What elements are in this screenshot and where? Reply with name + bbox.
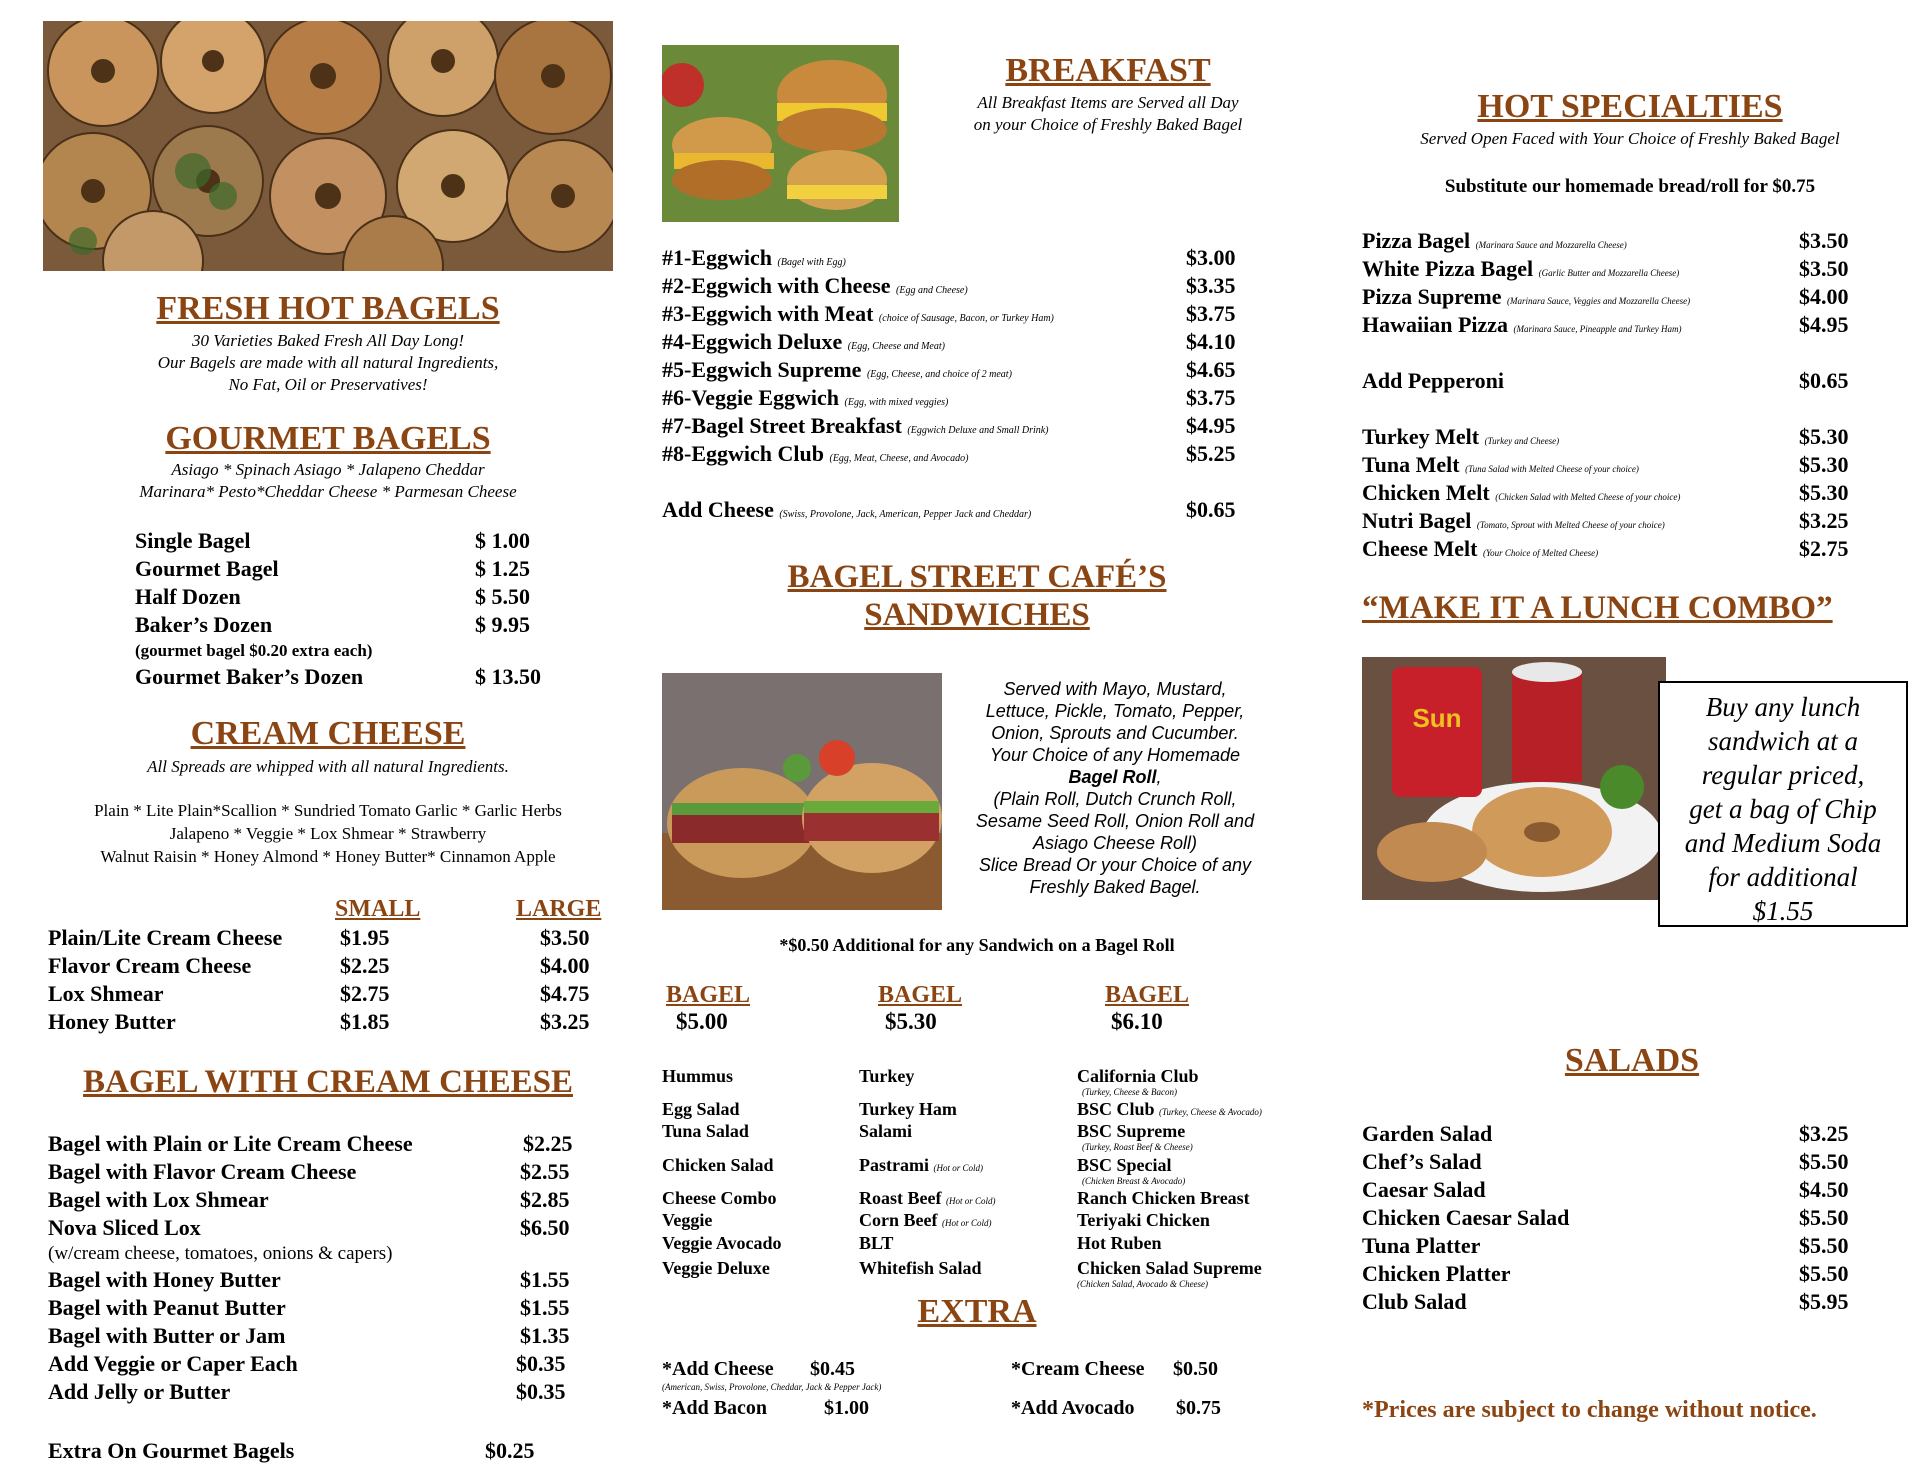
item-price: $2.85: [520, 1187, 570, 1212]
sandwich-item: Whitefish Salad: [859, 1258, 982, 1278]
combo-offer-box: [1658, 681, 1908, 927]
flavor-line: Plain * Lite Plain*Scallion * Sundried Tomato Garlic * Garlic Herbs: [94, 801, 562, 820]
column-price: $5.00: [676, 1009, 728, 1034]
gourmet-price-list: [135, 527, 565, 691]
item-price: $2.75: [1799, 536, 1849, 561]
item-price: $3.50: [1799, 256, 1849, 281]
item-price: $4.10: [1186, 329, 1236, 354]
bagel-roll-additional: *$0.50 Additional for any Sandwich on a Bagel Roll: [779, 935, 1175, 955]
flavor-line: Walnut Raisin * Honey Almond * Honey Butter* Cinnamon Apple: [100, 847, 556, 866]
served-line: (Plain Roll, Dutch Crunch Roll,: [993, 789, 1237, 809]
served-line: Onion, Sprouts and Cucumber.: [991, 723, 1239, 743]
item-name: Pizza Bagel: [1362, 228, 1471, 253]
column-price: $5.30: [885, 1009, 937, 1034]
item-desc: (Egg, Meat, Cheese, and Avocado): [829, 453, 969, 464]
cream-row: [48, 1008, 608, 1036]
hot-row: [1362, 507, 1862, 535]
price-row: [135, 583, 565, 611]
item-name: Garden Salad: [1362, 1121, 1493, 1146]
hot-row: [1362, 479, 1862, 507]
item-desc: (Marinara Sauce, Veggies and Mozzarella Cheese): [1507, 296, 1691, 306]
sandwich-item: Hummus: [662, 1066, 734, 1086]
breakfast-row: [662, 272, 1242, 300]
cream-col-large: LARGE: [516, 896, 602, 922]
sandwich-item: Cheese Combo: [662, 1188, 777, 1208]
item-name: Honey Butter: [48, 1009, 176, 1034]
lox-note: (w/cream cheese, tomatoes, onions & capers): [48, 1243, 393, 1264]
large-price: $3.25: [540, 1009, 590, 1034]
served-line: Sesame Seed Roll, Onion Roll and: [975, 811, 1255, 831]
item-price: $ 1.25: [475, 556, 530, 581]
hot-row: [1362, 367, 1862, 395]
item-name: Add Jelly or Butter: [48, 1379, 231, 1404]
item-note: (Turkey, Cheese & Avocado): [1159, 1107, 1262, 1117]
served-line: Your Choice of any Homemade: [989, 745, 1241, 765]
breakfast-price-list: [662, 244, 1242, 524]
item-price: $5.50: [1799, 1205, 1849, 1230]
item-note: (Chicken Breast & Avocado): [1082, 1176, 1186, 1186]
price-disclaimer: *Prices are subject to change without notice.: [1362, 1397, 1817, 1423]
item-desc: (Marinara Sauce and Mozzarella Cheese): [1475, 240, 1627, 250]
sandwiches-title: [662, 558, 1292, 634]
gourmet-line: Asiago * Spinach Asiago * Jalapeno Cheddar: [171, 460, 485, 479]
hot-substitute: Substitute our homemade bread/roll for $0.75: [1444, 176, 1816, 197]
item-price: $1.35: [520, 1323, 570, 1348]
item-price: $4.95: [1186, 413, 1236, 438]
hot-row: [1362, 255, 1862, 283]
item-name: Add Cheese: [662, 497, 774, 522]
item-price: $2.25: [523, 1131, 573, 1156]
item-note: (Hot or Cold): [941, 1218, 992, 1228]
item-name: Tuna Melt: [1362, 452, 1460, 477]
large-price: $4.75: [540, 981, 590, 1006]
item-desc: (Egg, with mixed veggies): [844, 397, 949, 408]
breakfast-subtitle: [908, 92, 1308, 136]
price-row: [135, 611, 565, 639]
sandwich-col-1-header: [666, 982, 750, 1035]
item-desc: (Tuna Salad with Melted Cheese of your choice): [1465, 464, 1639, 474]
price-row: [135, 555, 565, 583]
item-name: Bagel with Plain or Lite Cream Cheese: [48, 1131, 413, 1156]
salads-title: SALADS: [1564, 1042, 1700, 1079]
item-price: $3.75: [1186, 385, 1236, 410]
item-note: (Chicken Salad, Avocado & Cheese): [1077, 1279, 1209, 1289]
salad-row: [1362, 1260, 1862, 1288]
item-desc: (Swiss, Provolone, Jack, American, Pepper Jack and Cheddar): [779, 509, 1032, 520]
cream-row: [48, 952, 608, 980]
hot-row: [1362, 535, 1862, 563]
sandwich-item: Veggie Avocado: [662, 1233, 782, 1253]
offer-line: for additional: [1708, 862, 1858, 892]
breakfast-row: [662, 328, 1242, 356]
item-name: #6-Veggie Eggwich: [662, 385, 840, 410]
price-row: [48, 1322, 578, 1350]
price-row: [48, 1378, 578, 1406]
bwcc-price-list: [48, 1130, 578, 1406]
item-price: $4.00: [1799, 284, 1849, 309]
item-name: Add Veggie or Caper Each: [48, 1351, 298, 1376]
sandwich-item: Turkey Ham: [859, 1099, 957, 1119]
offer-line: get a bag of Chip: [1689, 794, 1877, 824]
sandwich-item: Salami: [859, 1121, 913, 1141]
item-name: Flavor Cream Cheese: [48, 953, 252, 978]
item-name: Chicken Caesar Salad: [1362, 1205, 1570, 1230]
item-name: Bagel with Lox Shmear: [48, 1187, 269, 1212]
breakfast-line: on your Choice of Freshly Baked Bagel: [973, 115, 1243, 134]
column-label: BAGEL: [666, 982, 751, 1008]
offer-line: Buy any lunch: [1705, 692, 1861, 722]
item-name: #1-Eggwich: [662, 245, 772, 270]
sandwich-item: Tuna Salad: [662, 1121, 749, 1141]
fresh-description: [43, 330, 613, 396]
salad-row: [1362, 1176, 1862, 1204]
item-note: (Turkey, Cheese & Bacon): [1082, 1087, 1177, 1097]
breakfast-row: [662, 412, 1242, 440]
item-note: (Hot or Cold): [933, 1163, 983, 1173]
item-name: Plain/Lite Cream Cheese: [48, 925, 283, 950]
item-name: #5-Eggwich Supreme: [662, 357, 862, 382]
large-price: $3.50: [540, 925, 590, 950]
item-price: $0.25: [485, 1438, 535, 1463]
hot-price-list: [1362, 227, 1862, 563]
sandwich-item: Roast Beef: [859, 1188, 942, 1208]
hot-title: HOT SPECIALTIES: [1477, 88, 1783, 125]
extra-note: (American, Swiss, Provolone, Cheddar, Jack & Pepper Jack): [662, 1382, 882, 1392]
item-name: Gourmet Baker’s Dozen: [135, 664, 364, 689]
item-name: #8-Eggwich Club: [662, 441, 824, 466]
item-name: Bagel with Honey Butter: [48, 1267, 281, 1292]
item-desc: (choice of Sausage, Bacon, or Turkey Ham): [878, 313, 1054, 324]
cream-row: [48, 980, 608, 1008]
cream-title: CREAM CHEESE: [190, 715, 466, 752]
item-price: $0.35: [516, 1351, 566, 1376]
gourmet-varieties: [43, 459, 613, 503]
item-price: $ 5.50: [475, 584, 530, 609]
salad-row: [1362, 1204, 1862, 1232]
offer-line: and Medium Soda: [1684, 828, 1882, 858]
sandwich-item: California Club: [1077, 1066, 1199, 1086]
item-price: $3.50: [1799, 228, 1849, 253]
sandwich-item: Chicken Salad: [662, 1155, 774, 1175]
item-desc: (Eggwich Deluxe and Small Drink): [907, 425, 1049, 436]
breakfast-row: [662, 300, 1242, 328]
hot-row: [1362, 311, 1862, 339]
gourmet-title: GOURMET BAGELS: [165, 420, 491, 457]
sandwich-item: Corn Beef: [859, 1210, 938, 1230]
price-row: [48, 1158, 578, 1186]
fresh-line: Our Bagels are made with all natural Ingredients,: [157, 353, 499, 372]
item-desc: (Chicken Salad with Melted Cheese of your choice): [1495, 492, 1681, 502]
price-row: [48, 1130, 578, 1158]
item-price: $6.50: [520, 1215, 570, 1240]
small-price: $2.75: [340, 981, 390, 1006]
sandwich-photo: [662, 673, 942, 910]
flavor-line: Jalapeno * Veggie * Lox Shmear * Strawberry: [169, 824, 487, 843]
item-name: Turkey Melt: [1362, 424, 1480, 449]
sandwich-item: Teriyaki Chicken: [1077, 1210, 1210, 1230]
hot-row: [1362, 227, 1862, 255]
extra-name: *Add Bacon: [662, 1397, 768, 1419]
sandwich-item: Pastrami: [859, 1155, 929, 1175]
item-price: $1.55: [520, 1267, 570, 1292]
item-price: $2.55: [520, 1159, 570, 1184]
item-price: $4.95: [1799, 312, 1849, 337]
item-desc: (Tomato, Sprout with Melted Cheese of your choice): [1476, 520, 1665, 530]
small-price: $1.85: [340, 1009, 390, 1034]
sandwich-item: Egg Salad: [662, 1099, 740, 1119]
item-name: Cheese Melt: [1362, 536, 1478, 561]
cream-flavors: [43, 799, 613, 868]
item-name: Extra On Gourmet Bagels: [48, 1438, 295, 1463]
item-note: (Hot or Cold): [945, 1196, 996, 1206]
salads-price-list: [1362, 1120, 1862, 1316]
sandwich-description: Served with Mayo, Mustard, Lettuce, Pickle, Tomato, Pepper, Onion, Sprouts and Cucumber. Your Choice of any Homemade Bagel Roll, (Plain Roll, Dutch Crunch Roll, Sesame Seed Roll, Onion Roll and Asiago Cheese Roll) Slice Bread Or your Choice of any Freshly Baked Bagel.: [960, 678, 1270, 898]
extra-gourmet-row: [48, 1438, 548, 1464]
item-desc: (Egg and Cheese): [896, 285, 968, 296]
column-price: $6.10: [1111, 1009, 1163, 1034]
sandwiches-title-line: BAGEL STREET CAFÉ’S: [787, 559, 1167, 595]
sandwich-item: Veggie: [662, 1210, 713, 1230]
combo-title: “MAKE IT A LUNCH COMBO”: [1362, 590, 1833, 626]
fresh-line: No Fat, Oil or Preservatives!: [228, 375, 428, 394]
item-name: Pizza Supreme: [1362, 284, 1502, 309]
item-name: #3-Eggwich with Meat: [662, 301, 874, 326]
large-price: $4.00: [540, 953, 590, 978]
breakfast-line: All Breakfast Items are Served all Day: [977, 93, 1239, 112]
served-line: Asiago Cheese Roll): [1032, 833, 1198, 853]
breakfast-row: [662, 356, 1242, 384]
breakfast-row: [662, 244, 1242, 272]
item-name: Chicken Melt: [1362, 480, 1490, 505]
salad-row: [1362, 1232, 1862, 1260]
item-note: (Turkey, Roast Beef & Cheese): [1082, 1142, 1193, 1152]
item-name: Caesar Salad: [1362, 1177, 1486, 1202]
price-row: [48, 1294, 578, 1322]
cream-col-small: SMALL: [335, 896, 421, 922]
breakfast-row: [662, 440, 1242, 468]
bagel-roll-label: Bagel Roll: [1068, 767, 1157, 787]
item-desc: (Egg, Cheese, and choice of 2 meat): [866, 369, 1012, 380]
bwcc-title: BAGEL WITH CREAM CHEESE: [83, 1064, 573, 1100]
item-price: $3.25: [1799, 1121, 1849, 1146]
item-price: $ 9.95: [475, 612, 530, 637]
svg-text:Sun: Sun: [1412, 703, 1462, 733]
item-price: $0.65: [1799, 368, 1849, 393]
item-desc: (Marinara Sauce, Pineapple and Turkey Ham): [1513, 324, 1682, 334]
hot-subtitle: Served Open Faced with Your Choice of Freshly Baked Bagel: [1420, 129, 1840, 148]
item-price: $5.50: [1799, 1261, 1849, 1286]
extra-price: $0.50: [1173, 1358, 1218, 1380]
cream-price-list: [48, 924, 608, 1036]
item-desc: (Bagel with Egg): [777, 257, 846, 268]
gourmet-line: Marinara* Pesto*Cheddar Cheese * Parmesan Cheese: [139, 482, 517, 501]
column-label: BAGEL: [1105, 982, 1190, 1008]
item-price: $5.30: [1799, 480, 1849, 505]
item-name: Baker’s Dozen: [135, 612, 273, 637]
item-price: $ 1.00: [475, 528, 530, 553]
item-name: Chef’s Salad: [1362, 1149, 1482, 1174]
item-desc: (Turkey and Cheese): [1484, 436, 1560, 446]
served-line: Lettuce, Pickle, Tomato, Pepper,: [985, 701, 1245, 721]
sandwich-item: Chicken Salad Supreme: [1077, 1258, 1262, 1278]
sandwich-item: BSC Supreme: [1077, 1121, 1186, 1141]
small-price: $1.95: [340, 925, 390, 950]
extra-price: $0.75: [1176, 1397, 1221, 1419]
item-desc: (Garlic Butter and Mozzarella Cheese): [1538, 268, 1680, 278]
sandwich-item: BSC Special: [1077, 1155, 1172, 1175]
sandwich-item: BLT: [859, 1233, 894, 1253]
item-name: Single Bagel: [135, 528, 251, 553]
breakfast-row: [662, 384, 1242, 412]
item-price: $3.75: [1186, 301, 1236, 326]
sandwich-item: BSC Club: [1077, 1099, 1155, 1119]
item-price: $5.30: [1799, 452, 1849, 477]
item-name: Club Salad: [1362, 1289, 1467, 1314]
item-name: #4-Eggwich Deluxe: [662, 329, 843, 354]
price-row: [135, 663, 565, 691]
sandwich-item: Veggie Deluxe: [662, 1258, 770, 1278]
salad-row: [1362, 1120, 1862, 1148]
item-name: Bagel with Flavor Cream Cheese: [48, 1159, 357, 1184]
item-name: Bagel with Butter or Jam: [48, 1323, 286, 1348]
salad-row: [1362, 1148, 1862, 1176]
item-price: $5.25: [1186, 441, 1236, 466]
item-name: Add Pepperoni: [1362, 368, 1505, 393]
item-name: Nutri Bagel: [1362, 508, 1472, 533]
sandwich-col-3-header: [1105, 982, 1189, 1035]
hot-row: [1362, 283, 1862, 311]
hot-row: [1362, 451, 1862, 479]
item-price: $ 13.50: [475, 664, 541, 689]
item-price: $5.50: [1799, 1233, 1849, 1258]
sandwich-item: Hot Ruben: [1077, 1233, 1162, 1253]
item-name: Tuna Platter: [1362, 1233, 1481, 1258]
item-price: $0.35: [516, 1379, 566, 1404]
item-name: Hawaiian Pizza: [1362, 312, 1509, 337]
item-desc: (Your Choice of Melted Cheese): [1482, 548, 1599, 558]
sandwich-col-2-header: [878, 982, 962, 1035]
item-price: $5.30: [1799, 424, 1849, 449]
extra-price: $1.00: [824, 1397, 869, 1419]
extra-name: *Add Cheese: [662, 1358, 774, 1380]
salad-row: [1362, 1288, 1862, 1316]
offer-line: sandwich at a: [1707, 726, 1858, 756]
cream-subtitle: All Spreads are whipped with all natural Ingredients.: [147, 757, 509, 776]
sandwiches-title-line: SANDWICHES: [864, 597, 1090, 633]
extra-name: *Cream Cheese: [1011, 1358, 1145, 1380]
item-name: White Pizza Bagel: [1362, 256, 1534, 281]
fresh-line: 30 Varieties Baked Fresh All Day Long!: [192, 331, 464, 350]
sandwich-item: Turkey: [859, 1066, 915, 1086]
item-name: Gourmet Bagel: [135, 556, 279, 581]
item-name: Bagel with Peanut Butter: [48, 1295, 286, 1320]
served-line: Freshly Baked Bagel.: [1029, 877, 1201, 897]
price-row: [48, 1266, 578, 1294]
item-name: #2-Eggwich with Cheese: [662, 273, 891, 298]
fresh-title: FRESH HOT BAGELS: [156, 290, 500, 327]
item-name: Nova Sliced Lox: [48, 1215, 201, 1240]
item-price: $3.00: [1186, 245, 1236, 270]
item-name: #7-Bagel Street Breakfast: [662, 413, 902, 438]
bagels-photo: [43, 21, 613, 271]
column-label: BAGEL: [878, 982, 963, 1008]
item-price: $5.50: [1799, 1149, 1849, 1174]
item-price: $3.25: [1799, 508, 1849, 533]
item-price: $1.55: [520, 1295, 570, 1320]
price-row: [48, 1350, 578, 1378]
offer-line: regular priced,: [1701, 760, 1865, 790]
extra-price: $0.45: [810, 1358, 855, 1380]
price-row: [135, 527, 565, 555]
breakfast-row: [662, 496, 1242, 524]
extra-title: EXTRA: [917, 1293, 1037, 1330]
hot-row: [1362, 423, 1862, 451]
price-row: [48, 1186, 578, 1214]
breakfast-title: BREAKFAST: [1005, 52, 1211, 89]
breakfast-photo: [662, 45, 899, 222]
served-line: Slice Bread Or your Choice of any: [978, 855, 1252, 875]
extra-name: *Add Avocado: [1011, 1397, 1135, 1419]
item-name: Chicken Platter: [1362, 1261, 1511, 1286]
item-desc: (Egg, Cheese and Meat): [847, 341, 945, 352]
item-price: $5.95: [1799, 1289, 1849, 1314]
item-price: $4.65: [1186, 357, 1236, 382]
gourmet-note: (gourmet bagel $0.20 extra each): [135, 641, 373, 660]
cream-row: [48, 924, 608, 952]
item-name: Half Dozen: [135, 584, 241, 609]
combo-photo: [1362, 657, 1666, 900]
small-price: $2.25: [340, 953, 390, 978]
item-name: Lox Shmear: [48, 981, 164, 1006]
item-price: $0.65: [1186, 497, 1236, 522]
item-price: $3.35: [1186, 273, 1236, 298]
item-price: $4.50: [1799, 1177, 1849, 1202]
sandwich-item: Ranch Chicken Breast: [1077, 1188, 1250, 1208]
price-row: [48, 1214, 578, 1242]
offer-line: $1.55: [1752, 896, 1814, 926]
served-line: Served with Mayo, Mustard,: [1003, 679, 1227, 699]
